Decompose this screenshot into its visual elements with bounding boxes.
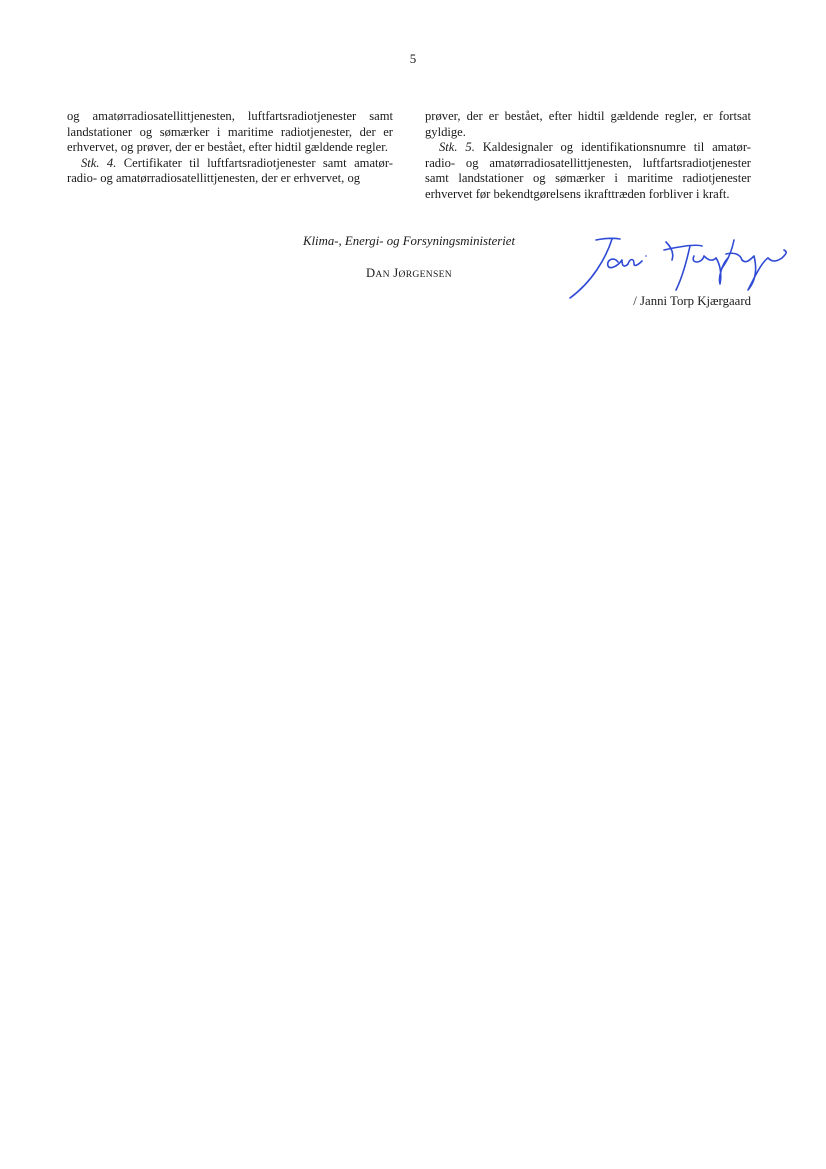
right-paragraph-2-text: Kaldesignaler og identifikationsnumre til amatør-radio- og amatørradiosatellittjenesten, luftfartsradiotjenester samt landstationer og sømærker i maritime radiotjenester erhvervet før bekendtgørelsens ikrafttræden forbliver i kraft. bbox=[425, 140, 751, 201]
minister-first-initial: D bbox=[365, 266, 376, 280]
handwritten-signature bbox=[562, 234, 792, 302]
ministry-name: Klima-, Energi- og Forsyningsministeriet bbox=[302, 234, 516, 248]
minister-first-rest: AN bbox=[375, 269, 390, 280]
signer-name: / Janni Torp Kjærgaard bbox=[633, 294, 751, 308]
right-paragraph-1: prøver, der er bestået, efter hidtil gældende regler, er fortsat gyldige. bbox=[425, 109, 751, 139]
right-column bbox=[425, 109, 751, 203]
stk-4-label: Stk. 4. bbox=[81, 155, 117, 170]
left-paragraph-2 bbox=[67, 156, 393, 187]
minister-last-initial: J bbox=[393, 266, 399, 280]
minister-last-rest: ØRGENSEN bbox=[398, 269, 453, 280]
left-column bbox=[67, 109, 393, 187]
left-paragraph-2-text: Certifikater til luftfartsradiotjenester samt amatør-radio- og amatørradiosatellittjenesten, der er erhvervet, og bbox=[67, 155, 393, 186]
left-paragraph-1: og amatørradiosatellittjenesten, luftfartsradiotjenester samt landstationer og sømærker i maritime radiotjenester, der er erhvervet, og prøver, der er bestået, efter hidtil gældende regler. bbox=[67, 109, 393, 155]
stk-5-label: Stk. 5. bbox=[439, 140, 475, 155]
page-number: 5 bbox=[409, 51, 417, 66]
right-paragraph-2 bbox=[425, 140, 751, 202]
